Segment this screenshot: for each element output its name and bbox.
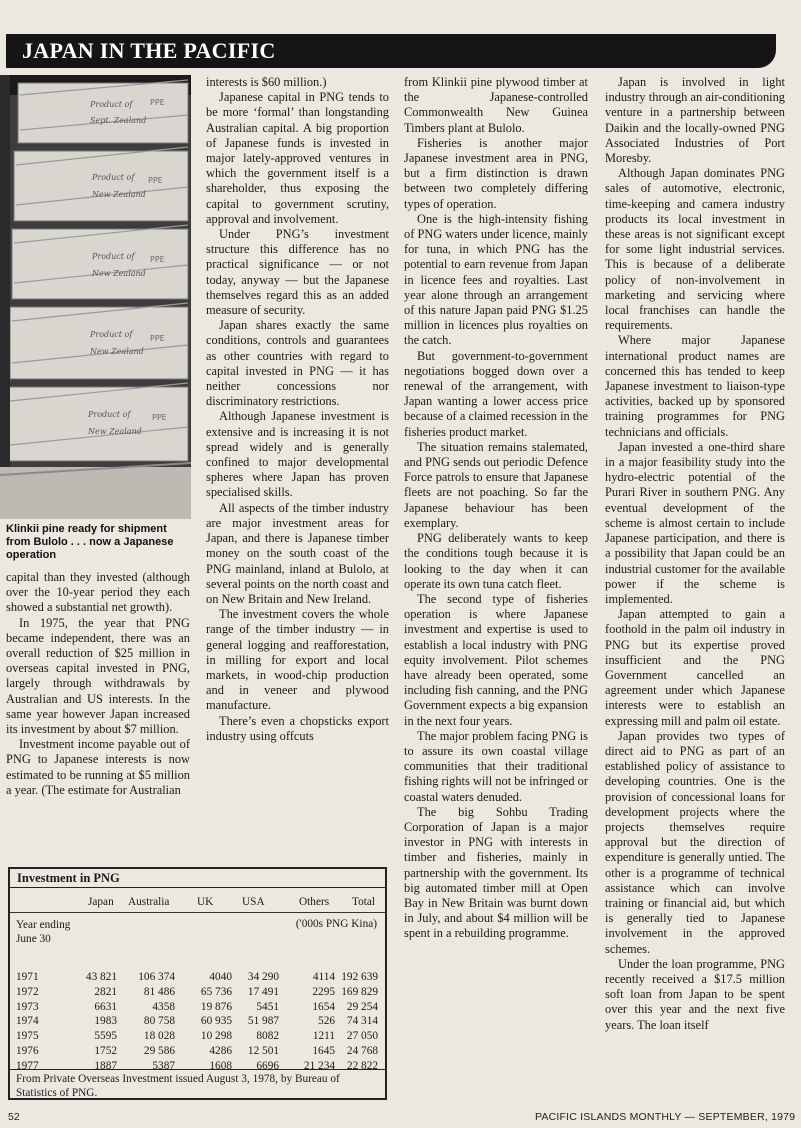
paragraph: capital than they invested (although over the 10-year period they each showed a substantial net growth). — [6, 570, 190, 615]
svg-text:New Zealand: New Zealand — [88, 427, 142, 436]
magazine-footer: PACIFIC ISLANDS MONTHLY — SEPTEMBER, 1979 — [535, 1111, 796, 1123]
column-header: Total — [352, 896, 376, 908]
paragraph: Although Japanese investment is extensive and is increasing it is not spread widely and is generally confined to major developmental spheres where Japan has proven specialised skills. — [206, 409, 389, 500]
svg-text:Product of: Product of — [88, 410, 131, 419]
table-cell: 34 290 — [247, 971, 279, 983]
table-cell: 43 821 — [85, 971, 117, 983]
timber-shipment-photo — [0, 75, 191, 519]
paragraph: The second type of fisheries operation is where Japanese investment and expertise is used to establish a local industry with PNG equity involvement. Pilot schemes have already been operated, some including fish canning, and the PNG Government expects a big expansion in the next four years. — [404, 591, 588, 728]
table-cell: 526 — [318, 1015, 335, 1028]
column-header: Others — [299, 896, 330, 908]
paragraph: The big Sohbu Trading Corporation of Japan is a major investor in PNG with interests in timber and fisheries, mainly in partnership with the government. Its big automated timber mill at Open Bay in New Britain was burnt down in July, and about $4 million will be spent in a rebuilding programme. — [404, 804, 588, 941]
paragraph: Under PNG’s investment structure this difference has no practical significance — or not today, anyway — but the Japanese themselves regard this as an added measure of security. — [206, 227, 389, 318]
section-title: JAPAN IN THE PACIFIC — [22, 38, 276, 63]
table-cell: 8082 — [256, 1030, 279, 1043]
table-cell: 10 298 — [200, 1030, 232, 1043]
table-cell: 4114 — [312, 971, 335, 983]
paragraph: The investment covers the whole range of the timber industry — in general logging and reafforestation, in milling for export and local markets, in wood-chip production and in veneer and plywood manufacture. — [206, 607, 389, 713]
paragraph: Japan is involved in light industry through an air-conditioning venture in a partnership between Daikin and the locally-owned PNG Associated Industries of Port Moresby. — [605, 75, 785, 166]
table-cell: 106 374 — [138, 971, 175, 983]
table-cell: 29 586 — [143, 1044, 175, 1057]
table-cell: 169 829 — [341, 985, 378, 998]
table-cell: 51 987 — [247, 1015, 279, 1028]
table-body — [10, 970, 385, 1074]
table-cell: 17 491 — [247, 985, 279, 998]
paragraph: interests is $60 million.) — [206, 75, 327, 89]
row-year: 1973 — [16, 1000, 39, 1013]
paragraph: There’s even a chopsticks export industry using offcuts — [206, 713, 389, 743]
crate-mark: PPE — [152, 413, 167, 422]
column-header: Australia — [128, 896, 170, 908]
table-cell: 1608 — [209, 1059, 232, 1072]
table-cell: 5387 — [152, 1059, 175, 1072]
table-cell: 6696 — [256, 1059, 279, 1072]
table-cell: 29 254 — [346, 1000, 378, 1013]
svg-text:Product of: Product of — [90, 330, 133, 339]
crate-mark: PPE — [150, 98, 165, 107]
table-cell: 1654 — [312, 1000, 335, 1013]
year-header: Year ending June 30 — [16, 919, 71, 945]
table-cell: 1983 — [94, 1015, 117, 1028]
paragraph: The major problem facing PNG is to assure its own coastal village communities that their traditional fishing rights will not be infringed or coastal waters denuded. — [404, 728, 588, 804]
article-column-1 — [6, 570, 190, 860]
crate-mark: PPE — [150, 255, 165, 264]
paragraph: PNG deliberately wants to keep the conditions tough because it is looking to the day when it can operate its own tuna catch fleet. — [404, 531, 588, 591]
table-title: Investment in PNG — [10, 869, 385, 888]
table-cell: 74 314 — [346, 1015, 378, 1028]
section-banner — [6, 34, 776, 68]
column-header: UK — [197, 896, 214, 908]
paragraph: Under the loan programme, PNG recently received a $17.5 million soft loan from Japan to be spent over this year and the next five years. The loan itself — [605, 956, 785, 1032]
table-cell: 2821 — [94, 985, 117, 998]
row-year: 1975 — [16, 1030, 39, 1043]
row-year: 1971 — [16, 971, 39, 983]
paragraph: Japan attempted to gain a foothold in the palm oil industry in PNG but its expertise proved insufficient and the PNG Government cancelled an agreement under which Japanese interests were to establish an expressing mill and palm oil estate. — [605, 607, 785, 728]
svg-text:Sept. Zealand: Sept. Zealand — [90, 116, 147, 125]
table-cell: 12 501 — [247, 1044, 279, 1057]
table-row — [10, 1000, 385, 1015]
table-cell: 1645 — [312, 1044, 335, 1057]
table-cell: 18 028 — [143, 1030, 175, 1043]
table-cell: 24 768 — [346, 1044, 378, 1057]
article-column-2 — [206, 75, 389, 864]
row-year: 1976 — [16, 1044, 39, 1057]
investment-table — [8, 867, 387, 1100]
table-cell: 19 876 — [200, 1000, 232, 1013]
table-cell: 1887 — [94, 1059, 117, 1072]
table-column-headers — [10, 896, 385, 913]
column-header: USA — [242, 896, 265, 908]
table-cell: 4040 — [209, 971, 232, 983]
paragraph: But government-to-government negotiations bogged down over a renewal of the arrangement, with Japan wanting a lower access price because of a claimed recession in the fisheries product market. — [404, 348, 588, 439]
table-row — [10, 1029, 385, 1044]
table-cell: 27 050 — [346, 1030, 378, 1043]
table-cell: 65 736 — [200, 985, 232, 998]
paragraph: Japan invested a one-third share in a major feasibility study into the hydro-electric potential of the Purari River in southern PNG. Any eventual development of the scheme is almost certain to include Japanese participation, and there is a possibility that Japan could be an industrial customer for the available power if the scheme is implemented. — [605, 439, 785, 606]
table-cell: 80 758 — [143, 1015, 175, 1028]
table-cell: 4286 — [209, 1044, 232, 1057]
page-number: 52 — [8, 1111, 20, 1123]
table-cell: 6631 — [94, 1000, 117, 1013]
row-year: 1977 — [16, 1059, 39, 1072]
article-column-3 — [404, 75, 588, 1103]
paragraph: Fisheries is another major Japanese investment area in PNG, but a firm distinction is drawn between two completely differing types of operation. — [404, 135, 588, 211]
table-cell: 192 639 — [341, 971, 378, 983]
table-cell: 5595 — [94, 1030, 117, 1043]
unit-label: ('000s PNG Kina) — [295, 918, 377, 930]
svg-text:Product of: Product of — [92, 252, 135, 261]
table-row — [10, 1044, 385, 1059]
table-cell: 22 822 — [346, 1059, 378, 1072]
table-cell: 5451 — [256, 1000, 279, 1013]
paragraph: One is the high-intensity fishing of PNG waters under licence, mainly for tuna, in which PNG has the potential to earn revenue from Japan in licence fees and royalties. Last year alone through an arrangement of this nature Japan paid PNG $1.25 million in licences plus royalties on the catch. — [404, 211, 588, 348]
paragraph: Japanese capital in PNG tends to be more ‘formal’ than longstanding Australian capital. A big proportion of Japanese funds is invested in major lately-approved ventures in which the government itself is a shareholder, thus exposing the capital to government scrutiny, approval and involvement. — [206, 90, 389, 226]
svg-text:New Zealand: New Zealand — [92, 269, 146, 278]
svg-text:Product of: Product of — [90, 100, 133, 109]
table-cell: 81 486 — [143, 985, 175, 998]
table-row — [10, 970, 385, 985]
table-cell: 21 234 — [303, 1059, 335, 1072]
paragraph: The situation remains stalemated, and PNG sends out periodic Defence Force patrols to ensure that Japanese fleets are not poaching. So far the Japanese behaviour has been exemplary. — [404, 439, 588, 530]
row-year: 1974 — [16, 1015, 39, 1028]
photo-caption: Klinkii pine ready for shipment from Bulolo . . . now a Japanese operation — [6, 523, 174, 562]
paragraph: All aspects of the timber industry are major investment areas for Japan, and there is Japanese timber money on the south coast of the PNG mainland, inland at Bulolo, at several points on the north coast and on New Britain and New Ireland. — [206, 500, 389, 606]
paragraph: Where major Japanese international product names are concerned this has tended to keep Japanese investment to liaison-type activities, backed up by sponsored training programmes for PNG technicians and officials. — [605, 333, 785, 439]
table-row — [10, 985, 385, 1000]
paragraph: Investment income payable out of PNG to Japanese interests is now estimated to be running at $5 million a year. (The estimate for Australian — [6, 737, 190, 797]
paragraph: Although Japan dominates PNG sales of automotive, electronic, time-keeping and camera industry products its local investment in these areas is not significant except for some light industrial services. This is because of a deliberate policy of non-involvement in marketing and servicing where local franchises can handle the requirements. — [605, 166, 785, 333]
paragraph: Japan provides two types of direct aid to PNG as part of an established policy of assistance to developing countries. One is the provision of concessional loans for development projects where the projects themselves require approval but the direction of expenditure is generally untied. The other is a programme of technical assistance which can involve training or financial aid, but which is generally tied to Japanese involvement in the approved schemes. — [605, 728, 785, 956]
paragraph: from Klinkii pine plywood timber at the Japanese-controlled Commonwealth New Guinea Timbers plant at Bulolo. — [404, 75, 588, 135]
paragraph: Japan shares exactly the same conditions, controls and guarantees as other countries with regard to capital invested in PNG — it has neither concessions nor discriminatory restrictions. — [206, 318, 389, 409]
crate-mark: PPE — [148, 176, 163, 185]
table-cell: 1752 — [94, 1044, 117, 1057]
svg-text:New Zealand: New Zealand — [92, 190, 146, 199]
table-cell: 2295 — [312, 985, 335, 998]
row-year: 1972 — [16, 985, 39, 998]
table-cell: 1211 — [312, 1030, 335, 1043]
table-cell: 60 935 — [200, 1015, 232, 1028]
svg-text:New Zealand: New Zealand — [90, 347, 144, 356]
paragraph: In 1975, the year that PNG became independent, there was an overall reduction of $25 million in overseas capital invested in PNG, largely through withdrawals by Australian and US interests. In the same year however Japan increased its investment by about $7 million. — [6, 615, 190, 737]
table-row — [10, 1014, 385, 1029]
column-header: Japan — [88, 896, 114, 908]
table-cell: 4358 — [152, 1000, 175, 1013]
table-source: From Private Overseas Investment issued August 3, 1978, by Bureau of Statistics of PNG. — [10, 1069, 385, 1100]
article-column-4 — [605, 75, 785, 1103]
crate-mark: PPE — [150, 334, 165, 343]
svg-text:Product of: Product of — [92, 173, 135, 182]
